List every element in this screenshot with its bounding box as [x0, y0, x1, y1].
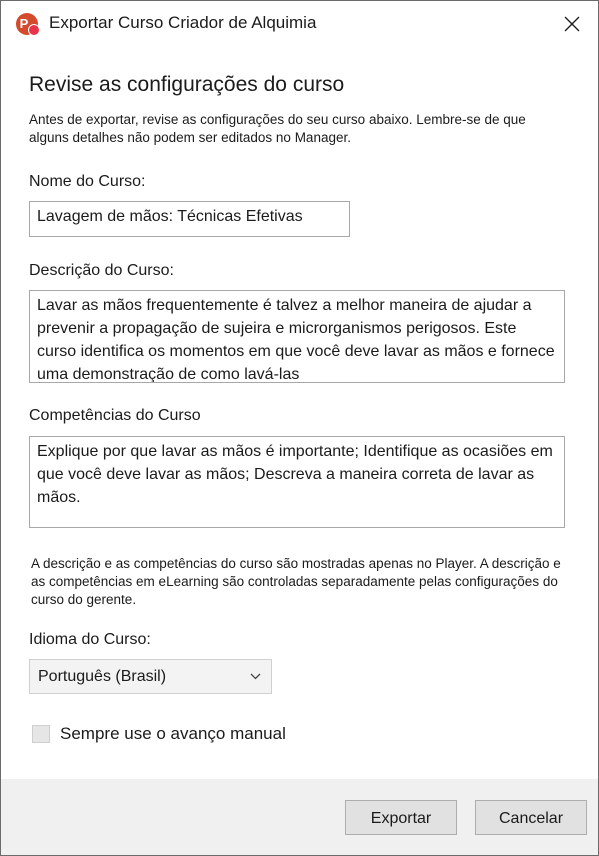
- close-icon: [564, 16, 580, 32]
- page-title: Revise as configurações do curso: [29, 73, 345, 96]
- course-description-label: Descrição do Curso:: [29, 262, 174, 279]
- course-language-value: Português (Brasil): [38, 668, 167, 685]
- app-icon-letter: P: [19, 16, 29, 31]
- manual-advance-checkbox[interactable]: [32, 725, 50, 743]
- close-button[interactable]: [552, 7, 592, 41]
- window-title: Exportar Curso Criador de Alquimia: [49, 13, 317, 32]
- chevron-down-icon: [250, 673, 261, 680]
- course-language-select[interactable]: [29, 659, 272, 694]
- course-language-label: Idioma do Curso:: [29, 631, 151, 648]
- app-icon-badge: [28, 24, 40, 36]
- course-competencies-label: Competências do Curso: [29, 407, 201, 424]
- powerpoint-app-icon: [16, 13, 38, 35]
- course-description-textarea[interactable]: Lavar as mãos frequentemente é talvez a melhor maneira de ajudar a prevenir a propagação de sujeira e microrganismos perigosos. Este curso identifica os momentos em que você deve lavar as mãos e fornece uma demonstração de como lavá-las: [29, 290, 565, 383]
- player-note-text: A descrição e as competências do curso são mostradas apenas no Player. A descrição e as competências em eLearning são controladas separadamente pelas configurações do curso do gerente.: [31, 556, 561, 607]
- intro-text: Antes de exportar, revise as configurações do seu curso abaixo. Lembre-se de que alguns detalhes não podem ser editados no Manager.: [29, 112, 526, 145]
- dialog-content: [1, 47, 598, 779]
- manual-advance-label[interactable]: Sempre use o avanço manual: [60, 724, 286, 743]
- export-button[interactable]: Exportar: [345, 800, 457, 835]
- course-name-label: Nome do Curso:: [29, 173, 146, 190]
- cancel-button[interactable]: Cancelar: [475, 800, 587, 835]
- dialog-footer: [1, 779, 598, 855]
- title-bar: [1, 1, 598, 47]
- course-name-input[interactable]: Lavagem de mãos: Técnicas Efetivas: [29, 201, 350, 237]
- course-competencies-textarea[interactable]: Explique por que lavar as mãos é importante; Identifique as ocasiões em que você deve lavar as mãos; Descreva a maneira correta de lavar as mãos.: [29, 436, 565, 528]
